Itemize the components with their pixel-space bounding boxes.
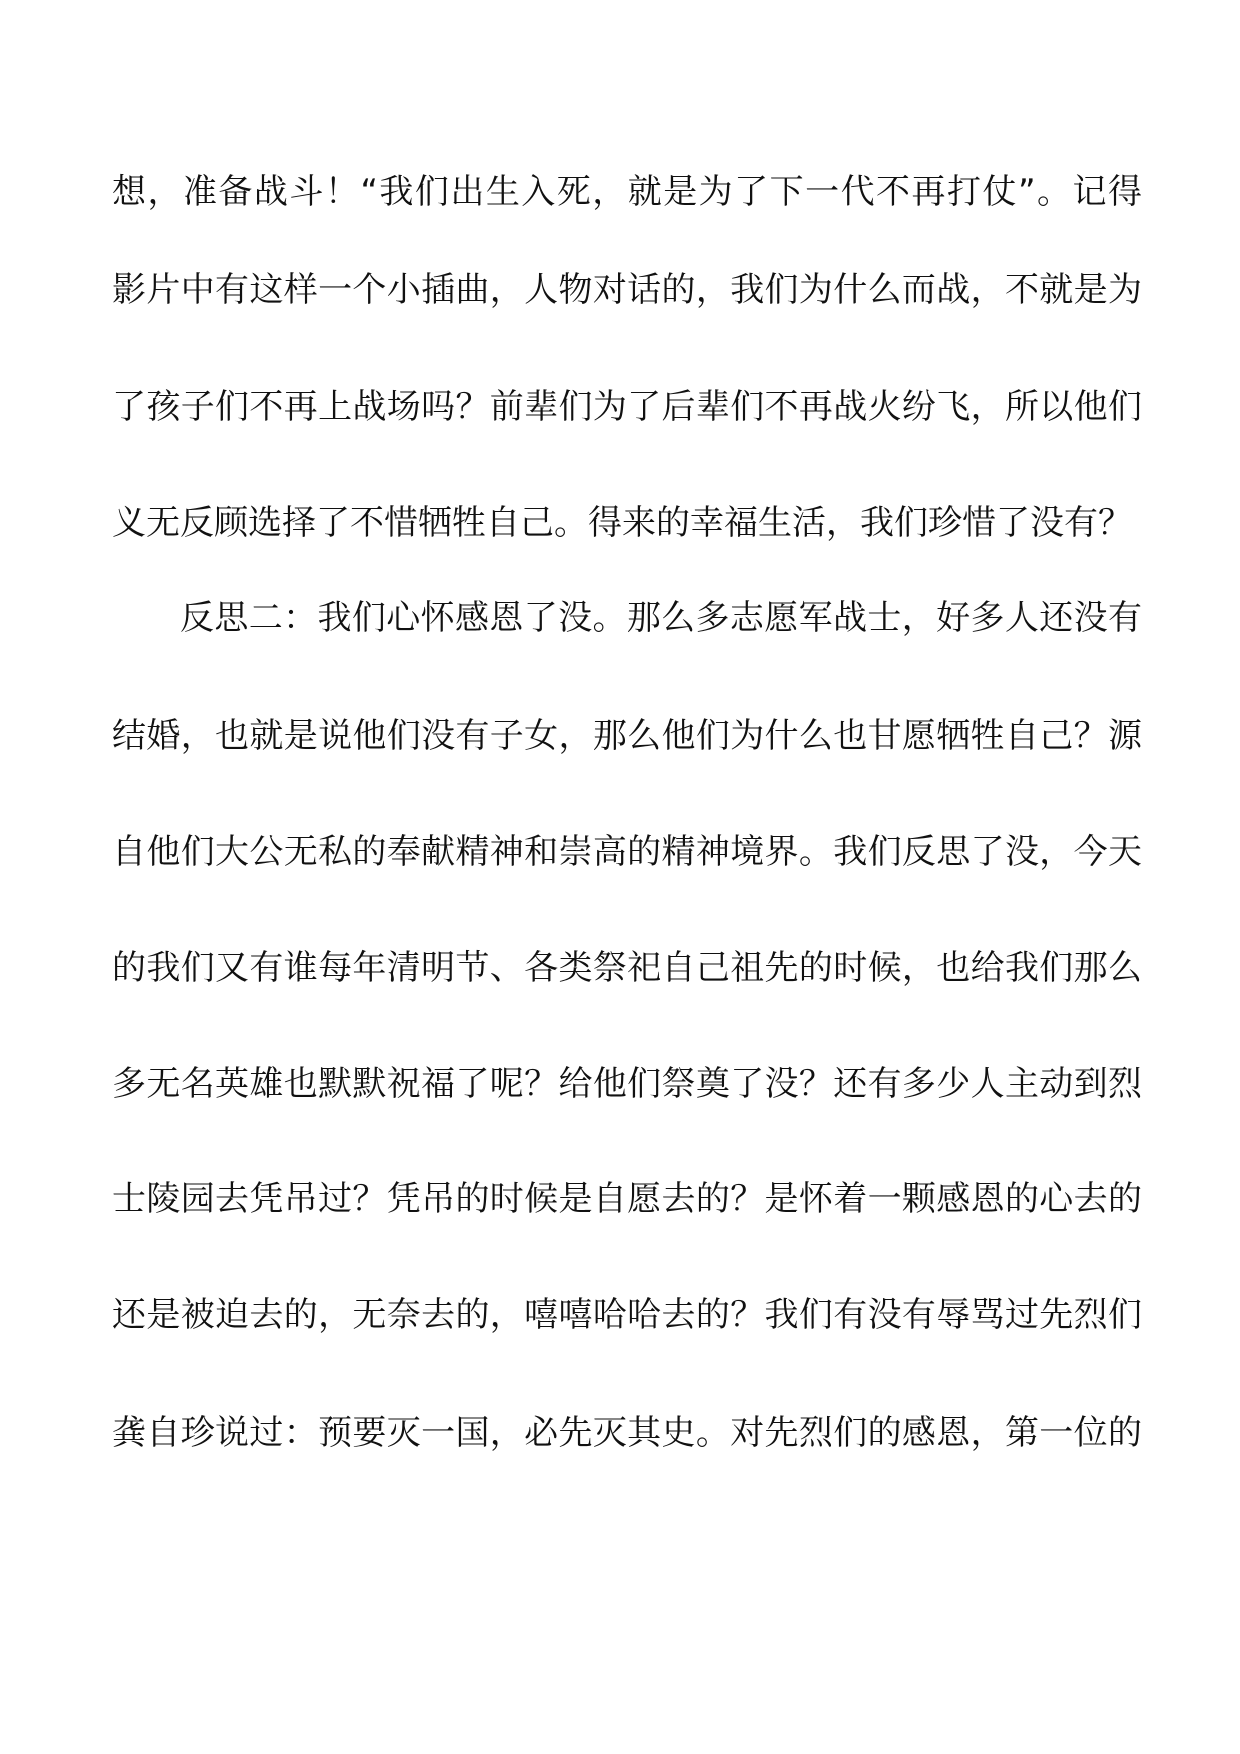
text-line: 多无名英雄也默默祝福了呢？给他们祭奠了没？还有多少人主动到烈	[112, 1064, 1142, 1104]
text-line: 士陵园去凭吊过？凭吊的时候是自愿去的？是怀着一颗感恩的心去的	[112, 1179, 1142, 1219]
text-line: 义无反顾选择了不惜牺牲自己。得来的幸福生活，我们珍惜了没有？	[112, 503, 1132, 543]
text-line: 还是被迫去的，无奈去的，嘻嘻哈哈去的？我们有没有辱骂过先烈们	[112, 1295, 1142, 1335]
text-line: 自他们大公无私的奉献精神和崇高的精神境界。我们反思了没，今天	[112, 832, 1142, 872]
text-line: 了孩子们不再上战场吗？前辈们为了后辈们不再战火纷飞，所以他们	[112, 387, 1142, 427]
text-line: 龚自珍说过：预要灭一国，必先灭其史。对先烈们的感恩，第一位的	[112, 1413, 1142, 1453]
text-line: 影片中有这样一个小插曲，人物对话的，我们为什么而战，不就是为	[112, 270, 1142, 310]
text-line: 的我们又有谁每年清明节、各类祭祀自己祖先的时候，也给我们那么	[112, 948, 1142, 988]
paragraph-start-line: 反思二：我们心怀感恩了没。那么多志愿军战士，好多人还没有	[180, 598, 1142, 638]
text-line: 结婚，也就是说他们没有子女，那么他们为什么也甘愿牺牲自己？源	[112, 716, 1142, 756]
text-line: 想，准备战斗！“我们出生入死，就是为了下一代不再打仗”。记得	[112, 172, 1142, 212]
